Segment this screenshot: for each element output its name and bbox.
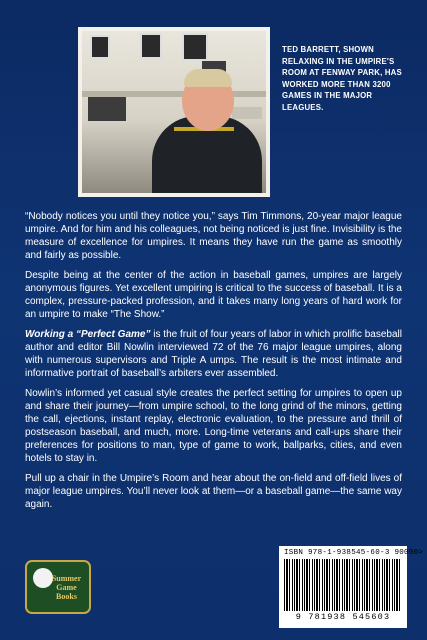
cover-photo	[78, 27, 270, 197]
publisher-name: Summer Game Books	[51, 574, 82, 601]
publisher-logo	[25, 560, 91, 614]
paragraph	[25, 328, 402, 380]
paragraph: Nowlin’s informed yet casual style creates the perfect setting for umpires to open up and share their journey—from umpire school, to the long grind of the minors, getting the call, ejections, instant replay, electronic evaluation, to the pressure and thrill of postseason baseball, and much, more. Long-time veterans and call-ups share their preferences for positions to man, type of game to work, ballparks, cities, and even hotels to stay in.	[25, 388, 402, 464]
price-code: 90000>	[394, 549, 424, 557]
umpire-photo	[82, 31, 266, 193]
paragraph: “Nobody notices you until they notice you,” says Tim Timmons, 20-year major league umpire. And for him and his colleagues, not being noticed is just fine. Invisibility is the measure of excellence for umpires. It means they have run the game as smoothly and fairly as possible.	[25, 211, 402, 261]
paragraph-text: is the fruit of four years of labor in which prolific baseball author and editor Bill Nowlin interviewed 72 of the 76 major league umpires, along with numerous supervisors and Triple A umps. The result is the most intimate and informative portrait of baseball’s arbiters ever assembled.	[25, 329, 402, 379]
book-title: Working a “Perfect Game”	[25, 329, 151, 340]
umpire-hair	[184, 69, 232, 87]
photo-caption: TED BARRETT, SHOWN RELAXING IN THE UMPIRE'S ROOM AT FENWAY PARK, HAS WORKED MORE THAN 3200 GAMES IN THE MAJOR LEAGUES.	[282, 45, 402, 112]
wall-picture	[90, 35, 110, 59]
paragraph: Pull up a chair in the Umpire’s Room and hear about the on-field and off-field lives of major league umpires. You’ll never look at them—or a baseball game—the same way again.	[25, 473, 402, 510]
isbn-barcode	[279, 546, 424, 628]
wall-picture	[140, 33, 162, 59]
barcode-number: 9 781938 545603	[295, 612, 391, 622]
barcode-bars	[284, 559, 400, 611]
back-cover-text	[25, 210, 402, 518]
wall-picture	[182, 33, 208, 61]
isbn-text: ISBN 978-1-938545-60-3	[284, 549, 390, 557]
isbn-line	[284, 549, 424, 557]
appliance	[88, 97, 126, 121]
paragraph: Despite being at the center of the action in baseball games, umpires are largely anonymous figures. Yet excellent umpiring is critical to the success of baseball. It is a complex, pressure-packed profession, and it takes many long years of hard work for an umpire to make “The Show.”	[25, 270, 402, 320]
appliance	[232, 107, 262, 119]
